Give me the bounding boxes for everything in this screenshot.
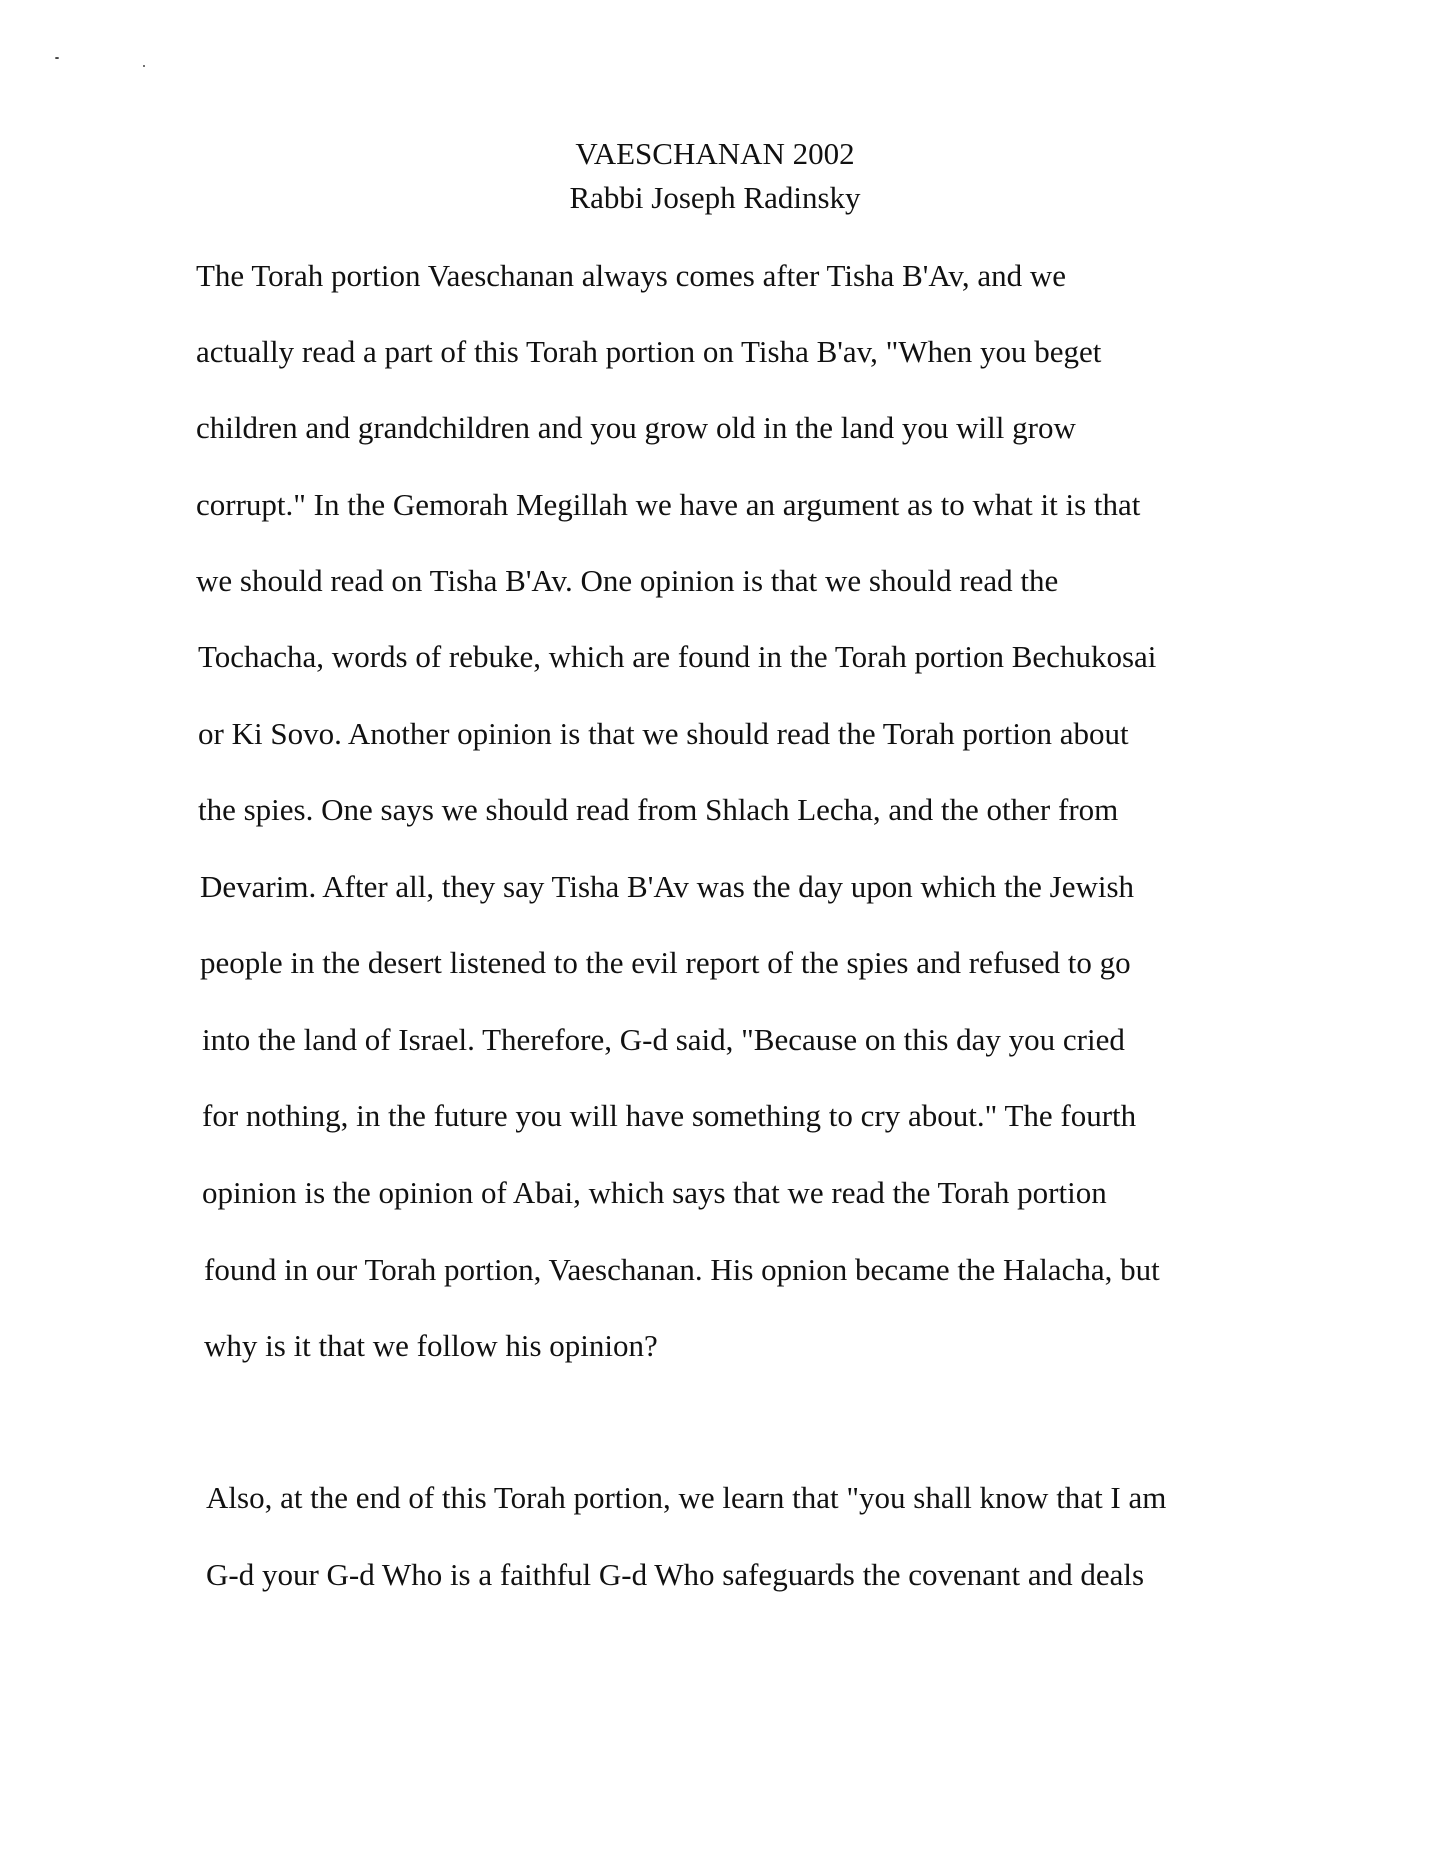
document-header (0, 132, 1430, 220)
text-line: found in our Torah portion, Vaeschanan. His opnion became the Halacha, but (204, 1252, 1160, 1287)
text-line: actually read a part of this Torah portion on Tisha B'av, "When you beget (196, 334, 1102, 369)
scan-specks (55, 55, 175, 75)
text-line: Tochacha, words of rebuke, which are found in the Torah portion Bechukosai (198, 639, 1157, 674)
text-line: into the land of Israel. Therefore, G-d said, "Because on this day you cried (202, 1022, 1125, 1057)
text-line: children and grandchildren and you grow old in the land you will grow (196, 410, 1076, 445)
text-line: the spies. One says we should read from Shlach Lecha, and the other from (198, 792, 1119, 827)
text-line: Devarim. After all, they say Tisha B'Av was the day upon which the Jewish (200, 869, 1135, 904)
text-line: The Torah portion Vaeschanan always comes after Tisha B'Av, and we (196, 258, 1067, 293)
text-line: for nothing, in the future you will have something to cry about." The fourth (202, 1098, 1137, 1133)
text-line: people in the desert listened to the evil report of the spies and refused to go (200, 945, 1131, 980)
document-title: VAESCHANAN 2002 (575, 136, 855, 171)
text-line: or Ki Sovo. Another opinion is that we should read the Torah portion about (198, 716, 1129, 751)
text-line: we should read on Tisha B'Av. One opinion is that we should read the (196, 563, 1059, 598)
text-line: G-d your G-d Who is a faithful G-d Who safeguards the covenant and deals (206, 1557, 1145, 1592)
text-line: opinion is the opinion of Abai, which says that we read the Torah portion (202, 1175, 1107, 1210)
text-line: Also, at the end of this Torah portion, we learn that "you shall know that I am (206, 1480, 1167, 1515)
document-author: Rabbi Joseph Radinsky (569, 180, 861, 215)
text-line: why is it that we follow his opinion? (204, 1328, 658, 1363)
text-line: corrupt." In the Gemorah Megillah we have an argument as to what it is that (196, 487, 1141, 522)
